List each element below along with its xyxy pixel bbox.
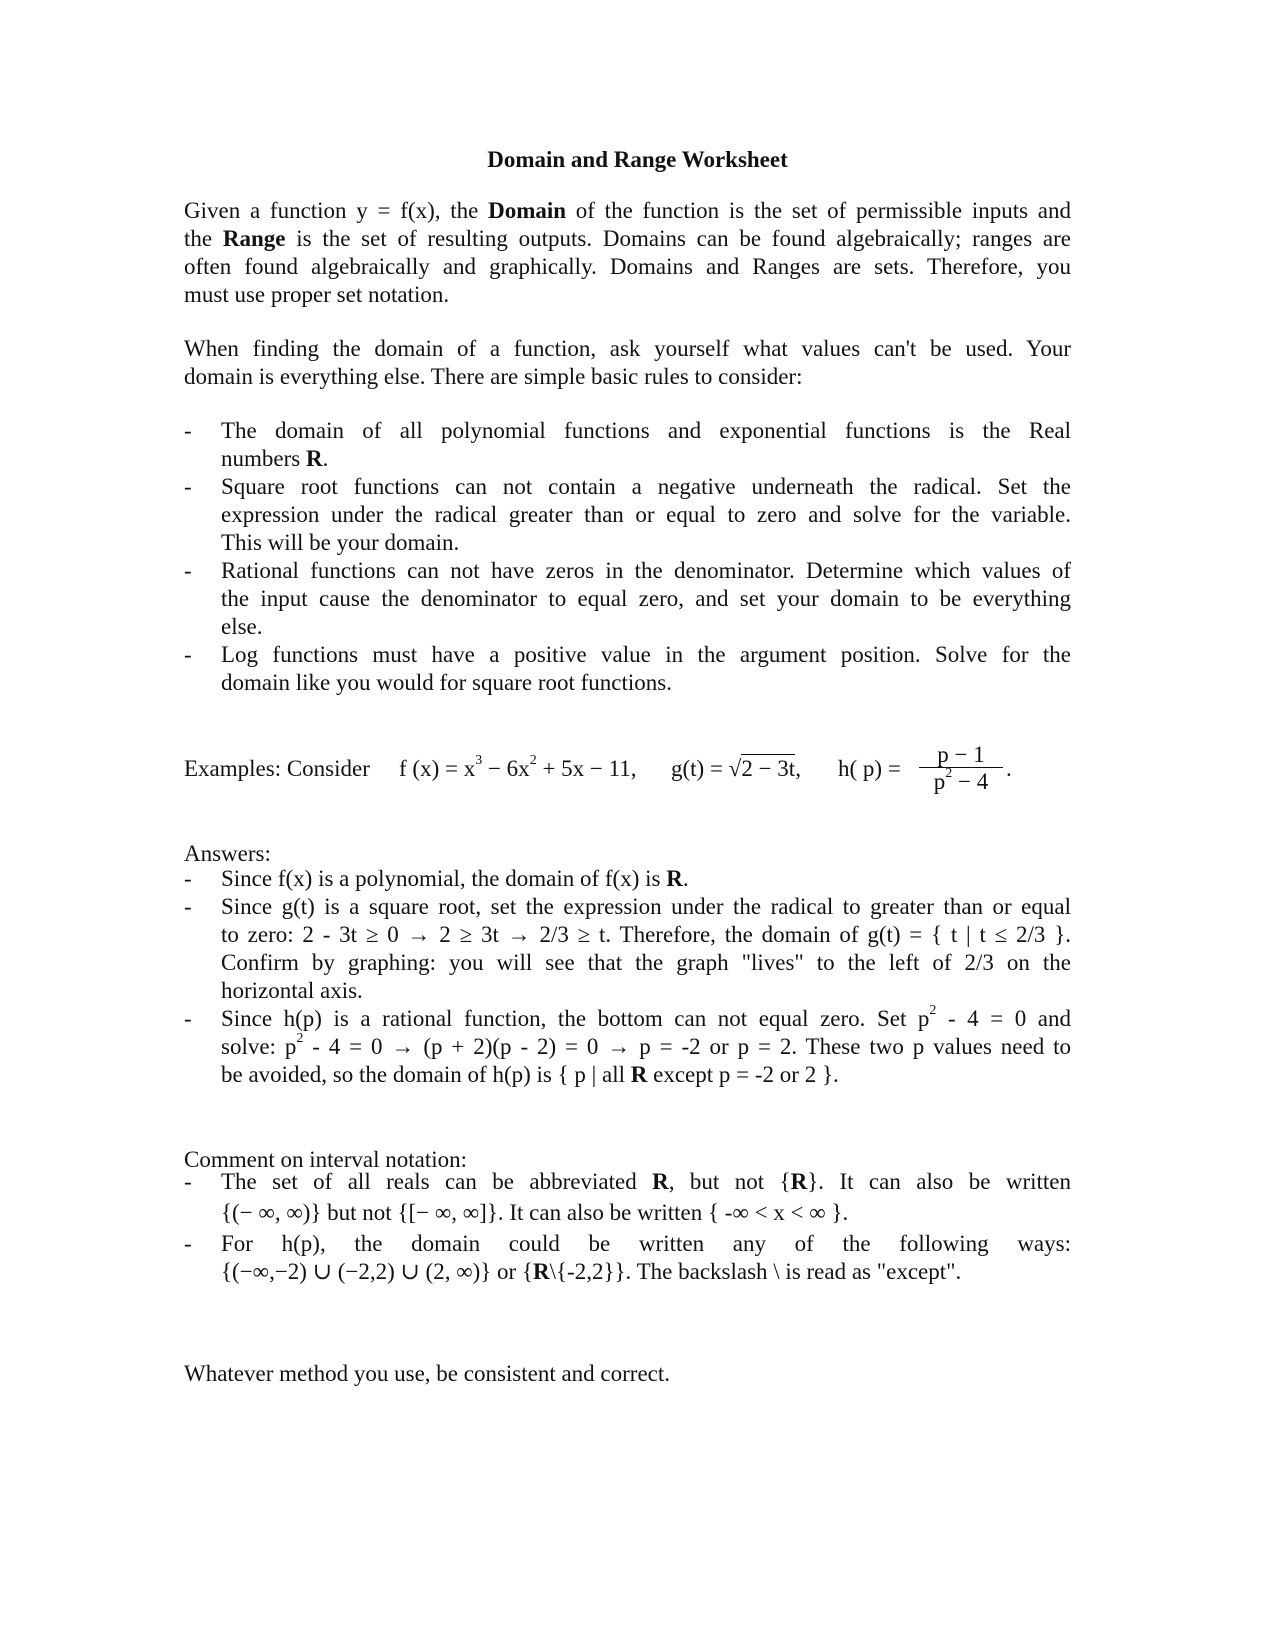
rule-item: - Log functions must have a positive value in the argument position. Solve for the domain like you would for square root functions. — [184, 642, 1071, 695]
h-fraction: $\frac{p - 1}{p^2 - 4}$ — [919, 743, 1003, 796]
h-expression: h( p) = — [838, 756, 901, 781]
rule-item: - Rational functions can not have zeros in the denominator. Determine which values of the input cause the denominator to equal zero, and set your domain to be everything else. — [184, 558, 1071, 639]
when-line: domain is everything else. There are simple basic rules to consider: — [184, 364, 803, 389]
rule-item: - Square root functions can not contain a negative underneath the radical. Set the expression under the radical greater than or equal to zero and solve for the variable. This will be your domain. — [184, 474, 1071, 555]
answer-item: - Since h(p) is a rational function, the bottom can not equal zero. Set $p^2 - 4 = 0$ and solve: $p^2 - 4 = 0 \to (p + 2)(p - 2) = 0 \to p = -2$ or p = 2. These two p values need to be avoided, so the domain of h(p) is { p | all R except p = -2 or 2 }. — [184, 1003, 1071, 1087]
g-expression: g(t) = √2 − 3t, — [671, 756, 801, 781]
answers-list — [184, 865, 1071, 1089]
answer-item: - Since f(x) is a polynomial, the domain of f(x) is R. — [184, 866, 689, 891]
intro-line: often found algebraically and graphically. Domains and Ranges are sets. Therefore, you — [184, 254, 1071, 279]
examples-label: Examples: Consider — [184, 756, 370, 781]
intro-line: the Range is the set of resulting outputs. Domains can be found algebraically; ranges are — [184, 226, 1071, 251]
comment-item: - The set of all reals can be abbreviated R, but not {R}. It can also be written {(− ∞, ∞)} but not {[− ∞, ∞]}. It can also be written { -∞ < x < ∞ }. — [184, 1169, 1071, 1225]
examples-line: Examples: Consider f $(x) = x^3 - 6x^2 + 5x - 11$, g(t) = √2 − 3t, h( p) = $\frac{p - 1}{p^2 - 4}$ . — [184, 742, 1012, 794]
f-expression: f $(x) = x^3 - 6x^2 + 5x - 11$, — [399, 753, 637, 781]
rule-item: - The domain of all polynomial functions and exponential functions is the Real numbers R. — [184, 418, 1071, 471]
range-term: Range — [222, 226, 286, 251]
rules-list — [184, 417, 1071, 697]
domain-term: Domain — [488, 198, 567, 223]
closing-sentence: Whatever method you use, be consistent and correct. — [184, 1361, 671, 1386]
intro-line: Given a function y = f(x), the Domain of the function is the set of permissible inputs and — [184, 198, 1071, 223]
page-title: Domain and Range Worksheet — [487, 147, 788, 172]
intro-line: must use proper set notation. — [184, 282, 450, 307]
intro-paragraph — [184, 197, 1071, 309]
answer-item: - Since g(t) is a square root, set the expression under the radical to greater than or equal to zero: 2 - 3t ≥ 0 → 2 ≥ 3t → 2/3 ≥ t. Therefore, the domain of g(t) = { t | t ≤ 2/3 }. Confirm by graphing: you will see that the graph "lives" to the left of 2/3 on the horizontal axis. — [184, 894, 1071, 1003]
comment-item: - For h(p), the domain could be written any of the following ways: {(−∞,−2) ∪ (−2,2) ∪ (2, ∞)} or {R\{-2,2}}. The backslash \ is read as "except". — [184, 1231, 1071, 1284]
comment-list — [184, 1168, 1071, 1286]
when-paragraph — [184, 335, 1071, 391]
when-line: When finding the domain of a function, ask yourself what values can't be used. Your — [184, 336, 1071, 361]
answers-label: Answers: — [184, 841, 271, 866]
comment-label: Comment on interval notation: — [184, 1147, 467, 1172]
